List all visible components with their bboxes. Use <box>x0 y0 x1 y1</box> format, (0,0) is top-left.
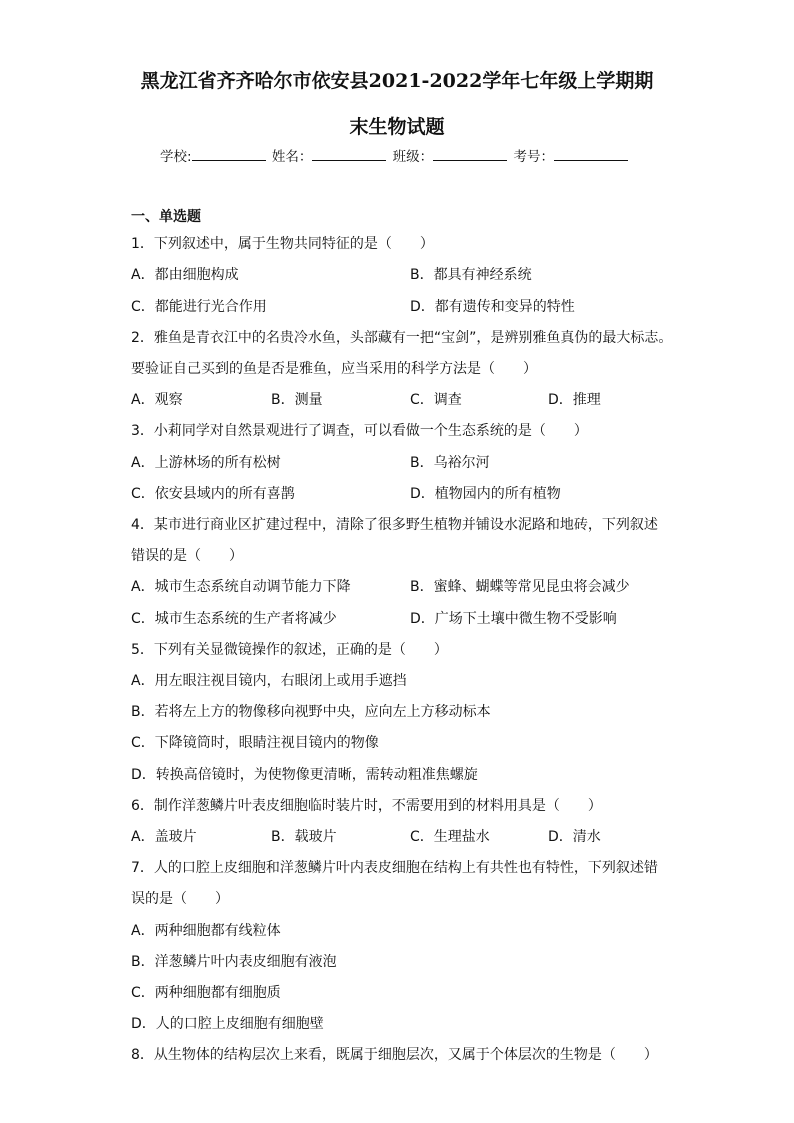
exam-no-blank <box>554 146 628 161</box>
option-d: D．转换高倍镜时，为使物像更清晰，需转动粗准焦螺旋 <box>131 767 478 783</box>
student-info-row <box>160 145 630 165</box>
option-a: A．盖玻片 <box>131 829 197 845</box>
option-a: A．城市生态系统自动调节能力下降 <box>131 579 351 595</box>
class-label: 班级： <box>392 149 434 165</box>
question-stem: 4．某市进行商业区扩建过程中，清除了很多野生植物并铺设水泥路和地砖，下列叙述 <box>131 517 658 533</box>
option-d: D．植物园内的所有植物 <box>410 486 561 502</box>
option-c: C．两种细胞都有细胞质 <box>131 985 281 1001</box>
option-a: A．都由细胞构成 <box>131 267 239 283</box>
question-stem: 8．从生物体的结构层次上来看，既属于细胞层次，又属于个体层次的生物是（ ） <box>131 1047 658 1063</box>
question-stem: 6．制作洋葱鳞片叶表皮细胞临时装片时，不需要用到的材料用具是（ ） <box>131 798 602 814</box>
school-label: 学校: <box>160 149 192 165</box>
option-d: D．都有遗传和变异的特性 <box>410 299 575 315</box>
option-d: D．清水 <box>548 829 601 845</box>
option-c: C．城市生态系统的生产者将减少 <box>131 611 337 627</box>
option-c: C．都能进行光合作用 <box>131 299 267 315</box>
option-b: B．洋葱鳞片叶内表皮细胞有液泡 <box>131 954 337 970</box>
option-b: B．都具有神经系统 <box>410 267 532 283</box>
option-b: B．载玻片 <box>271 829 337 845</box>
question-stem: 2．雅鱼是青衣江中的名贵冷水鱼，头部藏有一把“宝剑”，是辨别雅鱼真伪的最大标志。 <box>131 330 673 346</box>
question-stem-continued: 错误的是（ ） <box>131 548 243 564</box>
option-c: C．生理盐水 <box>410 829 490 845</box>
option-b: B．蜜蜂、蝴蝶等常见昆虫将会减少 <box>410 579 630 595</box>
question-stem: 5．下列有关显微镜操作的叙述，正确的是（ ） <box>131 642 448 658</box>
option-d: D．推理 <box>548 392 601 408</box>
question-stem: 1．下列叙述中，属于生物共同特征的是（ ） <box>131 236 434 252</box>
option-b: B．乌裕尔河 <box>410 455 490 471</box>
question-stem: 3．小莉同学对自然景观进行了调查，可以看做一个生态系统的是（ ） <box>131 423 588 439</box>
option-d: D．人的口腔上皮细胞有细胞壁 <box>131 1016 324 1032</box>
option-c: C．依安县域内的所有喜鹊 <box>131 486 295 502</box>
document-title-line-1: 黑龙江省齐齐哈尔市依安县2021-2022学年七年级上学期期 <box>140 70 654 92</box>
question-stem-continued: 误的是（ ） <box>131 891 229 907</box>
option-a: A．观察 <box>131 392 183 408</box>
name-label: 姓名： <box>271 149 313 165</box>
option-c: C．调查 <box>410 392 462 408</box>
option-c: C．下降镜筒时，眼睛注视目镜内的物像 <box>131 735 379 751</box>
exam-no-label: 考号： <box>513 149 554 165</box>
option-a: A．上游林场的所有松树 <box>131 455 281 471</box>
question-stem-continued: 要验证自己买到的鱼是否是雅鱼，应当采用的科学方法是（ ） <box>131 361 537 377</box>
document-title-line-2: 末生物试题 <box>349 116 445 138</box>
option-d: D．广场下土壤中微生物不受影响 <box>410 611 617 627</box>
question-stem: 7．人的口腔上皮细胞和洋葱鳞片叶内表皮细胞在结构上有共性也有特性，下列叙述错 <box>131 860 658 876</box>
section-title: 一、单选题 <box>131 209 201 225</box>
option-a: A．用左眼注视目镜内，右眼闭上或用手遮挡 <box>131 673 407 689</box>
name-blank <box>312 146 386 161</box>
class-blank <box>433 146 507 161</box>
option-b: B．若将左上方的物像移向视野中央，应向左上方移动标本 <box>131 704 491 720</box>
school-blank <box>192 146 266 161</box>
option-a: A．两种细胞都有线粒体 <box>131 923 281 939</box>
option-b: B．测量 <box>271 392 323 408</box>
